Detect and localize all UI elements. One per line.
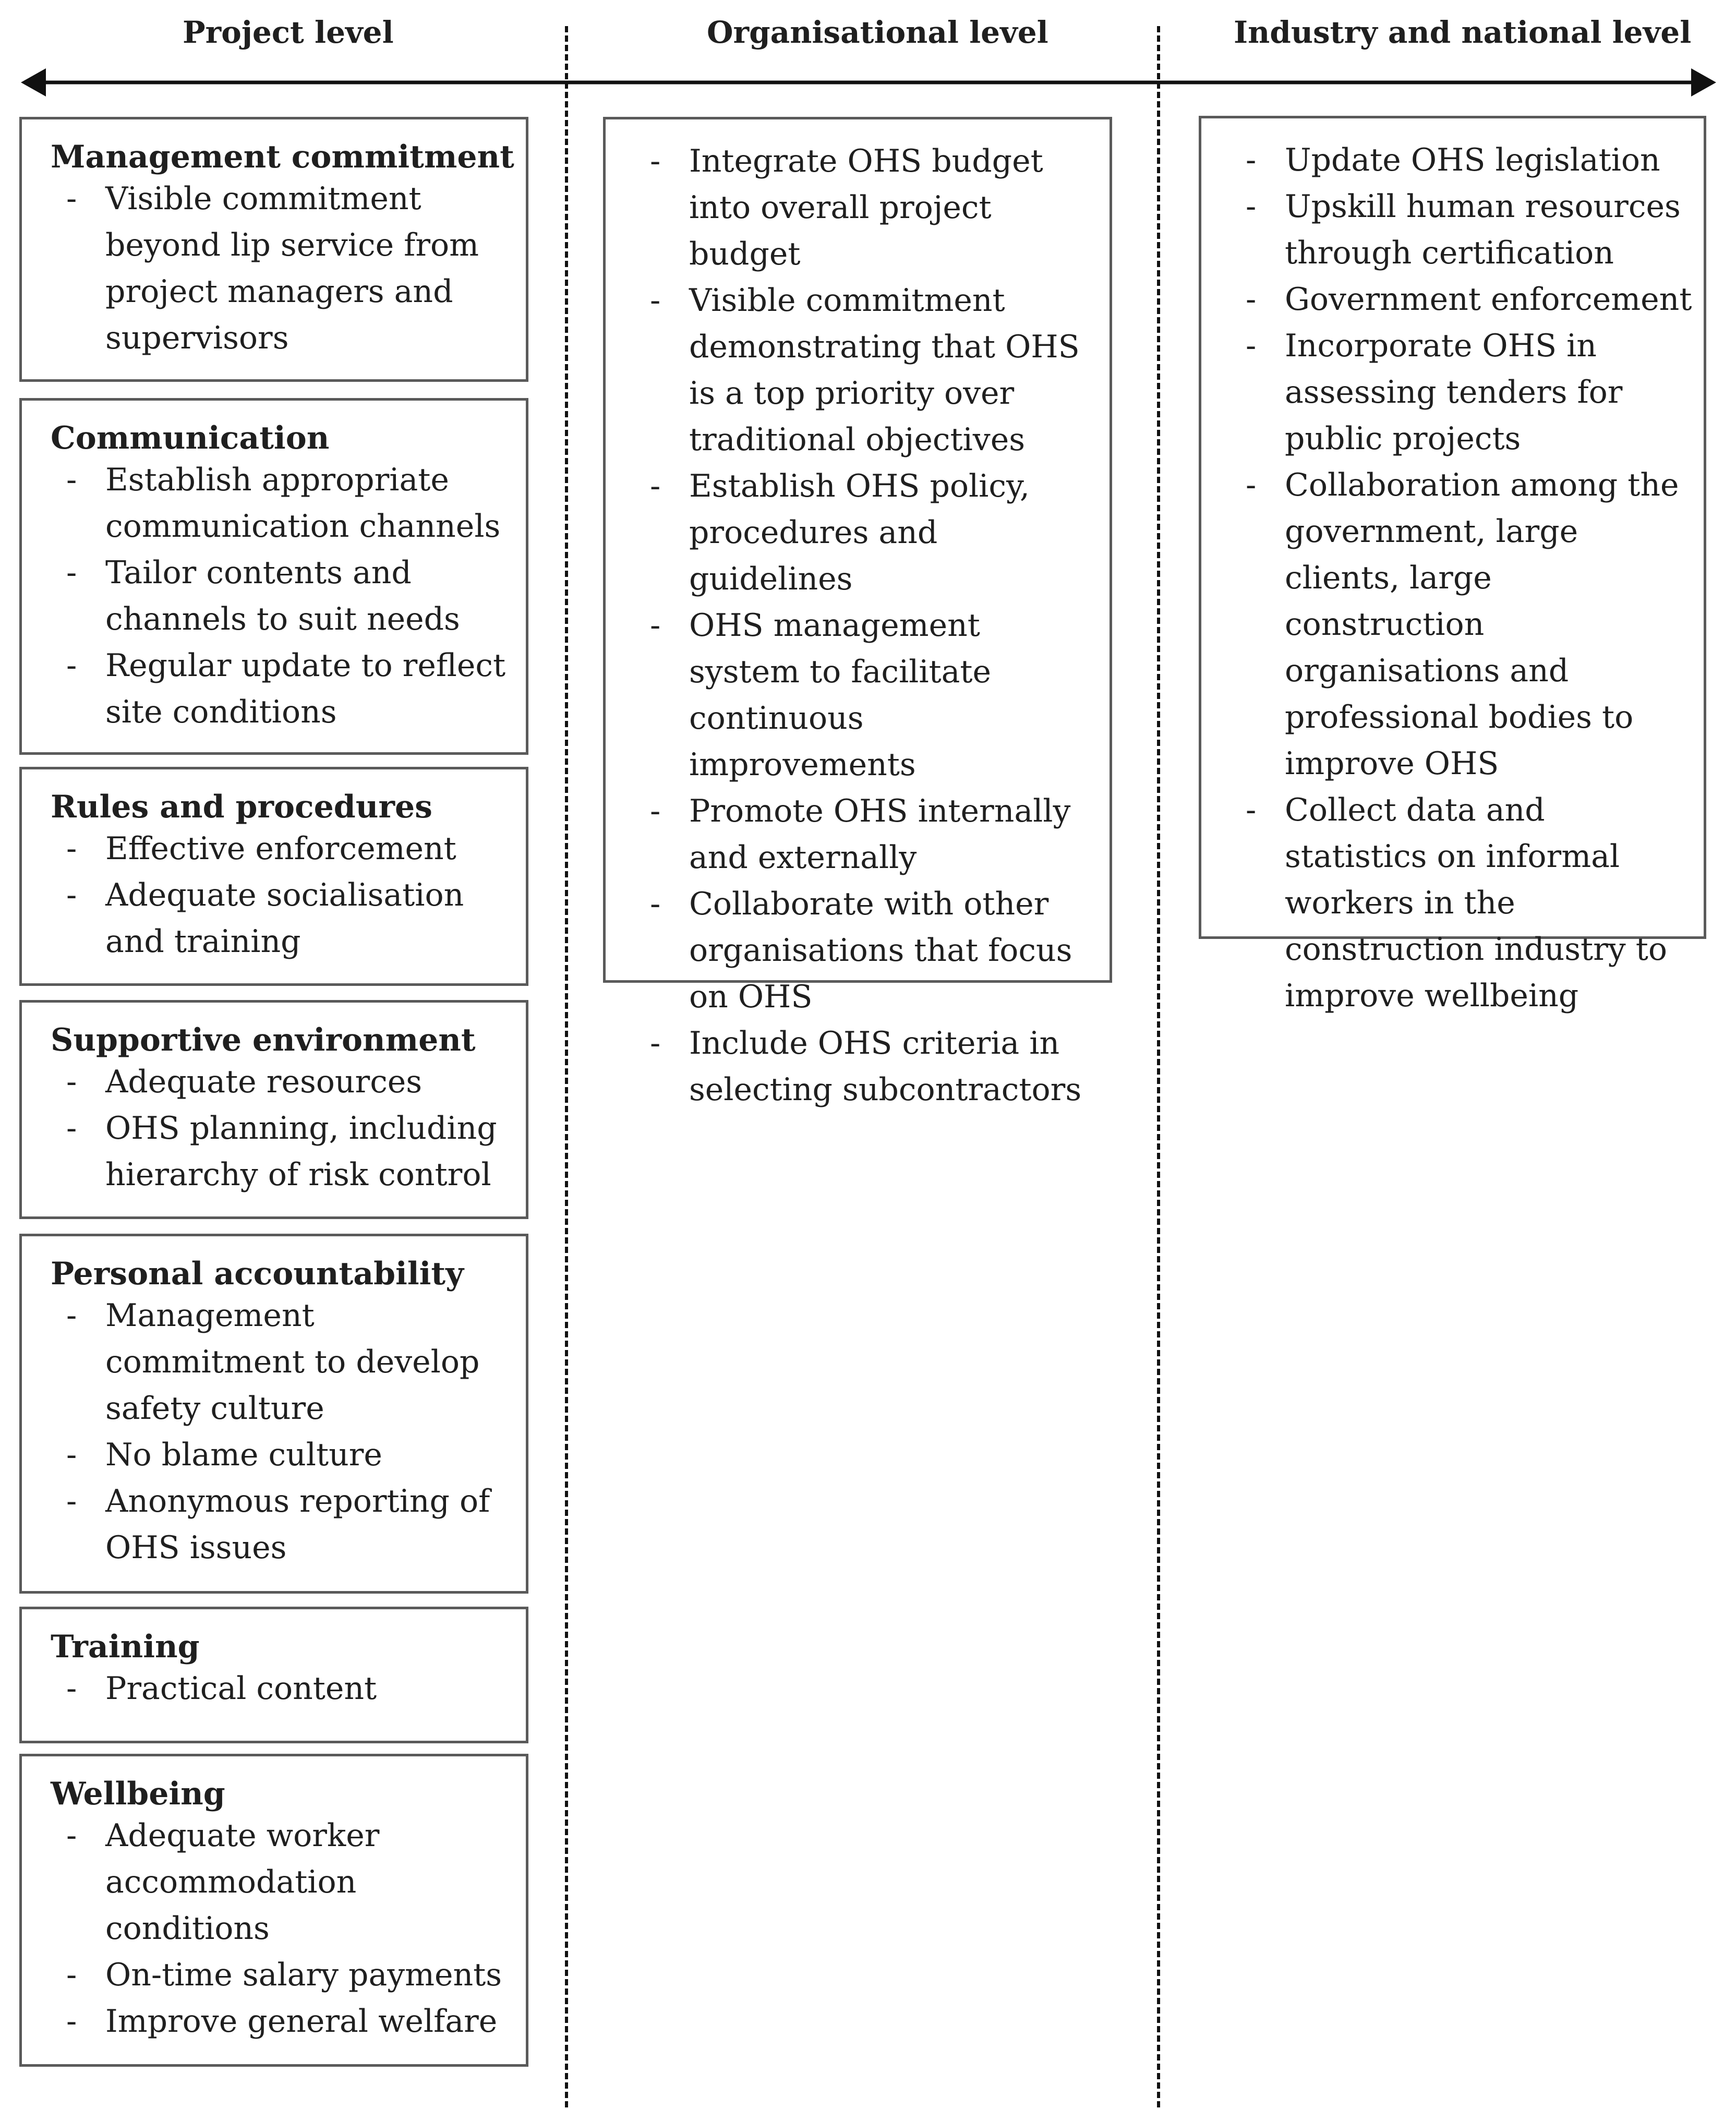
item-list (51, 457, 515, 736)
divider-project-organisational (565, 26, 568, 2107)
box-title: Wellbeing (51, 1776, 225, 1812)
list-item: - Improve general welfare (51, 1998, 515, 2045)
list-item: - Collect data and statistics on informal workers in the construction industry to improve wellbeing (1230, 787, 1693, 1019)
list-item: - Integrate OHS budget into overall project budget (634, 138, 1099, 278)
list-item: - Collaborate with other organisations that focus on OHS (634, 881, 1099, 1020)
box-title: Rules and procedures (51, 789, 432, 825)
header-industry-national-level: Industry and national level (1234, 15, 1692, 50)
list-item: - OHS planning, including hierarchy of risk control (51, 1105, 515, 1198)
box-title: Supportive environment (51, 1022, 476, 1058)
box-industry-national-actions (1199, 116, 1706, 1014)
list-item: - Visible commitment beyond lip service from project managers and supervisors (51, 176, 515, 361)
list-item: - Promote OHS internally and externally (634, 788, 1099, 881)
list-item: - Adequate socialisation and training (51, 872, 515, 965)
box-management-commitment (19, 117, 528, 382)
list-item: - Anonymous reporting of OHS issues (51, 1478, 515, 1571)
header-project-level: Project level (183, 15, 394, 50)
item-list (1230, 137, 1693, 1019)
box-personal-accountability (19, 1234, 528, 1594)
box-rules-and-procedures (19, 767, 528, 986)
list-item: - Regular update to reflect site conditions (51, 643, 515, 736)
list-item: - Collaboration among the government, large clients, large construction organisations and professional bodies to improve OHS (1230, 462, 1693, 787)
box-title: Personal accountability (51, 1256, 464, 1292)
list-item: - Practical content (51, 1666, 515, 1712)
item-list (51, 1666, 515, 1712)
list-item: - Establish OHS policy, procedures and guidelines (634, 463, 1099, 602)
divider-organisational-industry (1157, 26, 1160, 2107)
list-item: - Upskill human resources through certification (1230, 184, 1693, 276)
list-item: - Government enforcement (1230, 276, 1693, 323)
item-list (51, 1813, 515, 2045)
box-communication (19, 398, 528, 755)
list-item: - Adequate resources (51, 1059, 515, 1105)
list-item: - Establish appropriate communication channels (51, 457, 515, 550)
item-list (51, 176, 515, 361)
list-item: - Effective enforcement (51, 826, 515, 872)
box-supportive-environment (19, 1000, 528, 1219)
item-list (634, 138, 1099, 1113)
box-title: Training (51, 1629, 200, 1665)
header-organisational-level: Organisational level (707, 15, 1048, 50)
list-item: - Include OHS criteria in selecting subcontractors (634, 1020, 1099, 1113)
level-axis-arrow (21, 67, 1716, 98)
list-item: - Adequate worker accommodation conditions (51, 1813, 515, 1952)
item-list (51, 1293, 515, 1571)
box-training (19, 1607, 528, 1743)
list-item: - Tailor contents and channels to suit needs (51, 550, 515, 643)
list-item: - Incorporate OHS in assessing tenders for public projects (1230, 323, 1693, 462)
box-title: Management commitment (51, 139, 514, 175)
list-item: - No blame culture (51, 1432, 515, 1478)
list-item: - Visible commitment demonstrating that OHS is a top priority over traditional objectives (634, 278, 1099, 463)
list-item: - OHS management system to facilitate continuous improvements (634, 602, 1099, 788)
list-item: - Update OHS legislation (1230, 137, 1693, 184)
arrow-left-head (21, 68, 46, 97)
list-item: - On-time salary payments (51, 1952, 515, 1998)
box-title: Communication (51, 420, 330, 456)
box-organisational-actions (603, 117, 1112, 1108)
box-wellbeing (19, 1754, 528, 2067)
arrow-right-head (1691, 68, 1716, 97)
list-item: - Management commitment to develop safety culture (51, 1293, 515, 1432)
item-list (51, 1059, 515, 1198)
item-list (51, 826, 515, 965)
